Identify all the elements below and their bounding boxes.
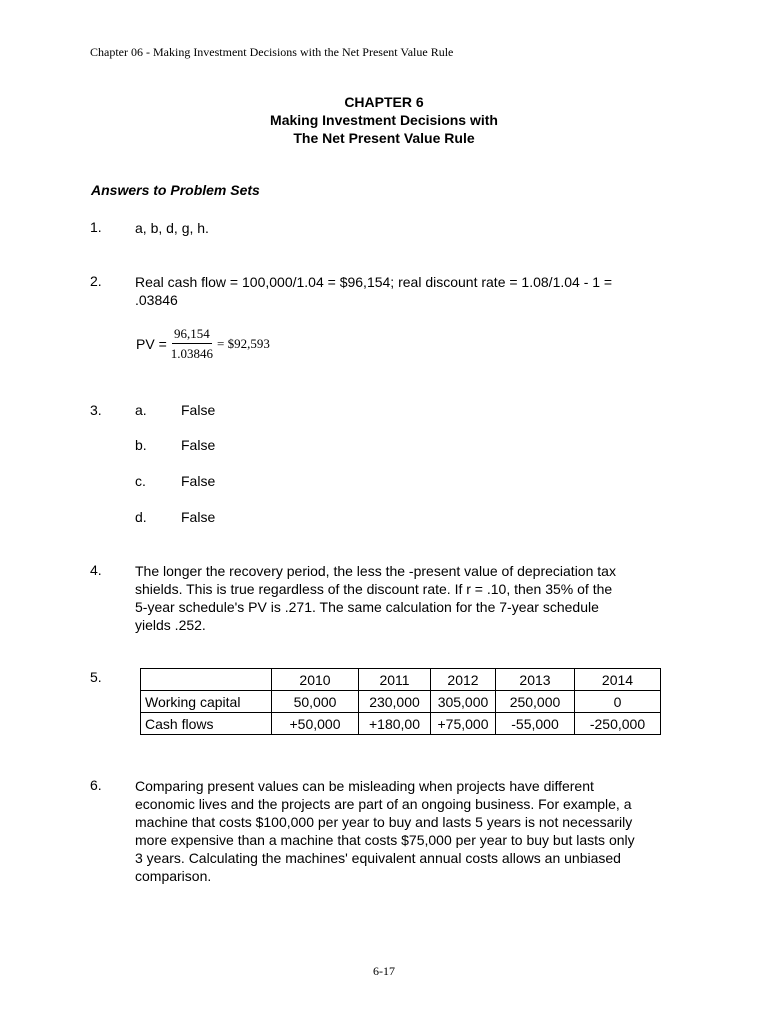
problem-6-line: economic lives and the projects are part of an ongoing business. For example, a [135, 796, 632, 812]
pv-label: PV = [136, 335, 167, 352]
problem-2-number: 2. [90, 273, 102, 289]
table-cell: -55,000 [496, 713, 575, 735]
table-cell: +75,000 [431, 713, 496, 735]
chapter-number: CHAPTER 6 [344, 94, 424, 110]
pv-numerator: 96,154 [172, 326, 212, 344]
pv-fraction [171, 326, 213, 361]
pv-formula [136, 326, 270, 361]
problem-4-line: The longer the recovery period, the less the -present value of depreciation tax [135, 563, 616, 579]
cash-flow-table [140, 668, 661, 735]
problem-3-letter: b. [135, 437, 147, 453]
table-cell: +180,00 [359, 713, 431, 735]
section-title: Answers to Problem Sets [91, 182, 260, 198]
problem-4-line: yields .252. [135, 617, 206, 633]
problem-1-answer: a, b, d, g, h. [135, 220, 209, 236]
problem-6-line: more expensive than a machine that costs $75,000 per year to buy but lasts only [135, 832, 635, 848]
table-cell: 305,000 [431, 691, 496, 713]
problem-6-line: machine that costs $100,000 per year to buy and lasts 5 years is not necessarily [135, 814, 633, 830]
row-label: Working capital [141, 691, 272, 713]
table-header-cell: 2012 [431, 669, 496, 691]
problem-6-number: 6. [90, 777, 102, 793]
table-cell [141, 669, 272, 691]
row-label: Cash flows [141, 713, 272, 735]
problem-6-line: 3 years. Calculating the machines' equivalent annual costs allows an unbiased [135, 850, 621, 866]
problem-3-letter: a. [135, 402, 147, 418]
problem-4-line: shields. This is true regardless of the discount rate. If r = .10, then 35% of the [135, 581, 613, 597]
problem-2-line2: .03846 [135, 292, 178, 308]
chapter-title-line1: Making Investment Decisions with [270, 112, 498, 128]
problem-2-line1: Real cash flow = 100,000/1.04 = $96,154; real discount rate = 1.08/1.04 - 1 = [135, 274, 613, 290]
table-header-row [141, 669, 661, 691]
pv-result: = $92,593 [217, 335, 270, 351]
problem-3-answer: False [181, 473, 216, 489]
table-row [141, 713, 661, 735]
problem-3-letter: d. [135, 509, 147, 525]
running-header: Chapter 06 - Making Investment Decisions with the Net Present Value Rule [90, 45, 454, 59]
problem-3-number: 3. [90, 402, 102, 418]
problem-5-number: 5. [90, 669, 102, 685]
problem-6-line: Comparing present values can be misleading when projects have different [135, 778, 594, 794]
table-cell: 50,000 [272, 691, 359, 713]
problem-3-answer: False [181, 509, 216, 525]
problem-6-line: comparison. [135, 868, 212, 884]
table-header-cell: 2011 [359, 669, 431, 691]
table-cell: 0 [575, 691, 661, 713]
problem-4-number: 4. [90, 562, 102, 578]
problem-3-answer: False [181, 437, 216, 453]
table-cell: 250,000 [496, 691, 575, 713]
chapter-title-line2: The Net Present Value Rule [293, 130, 475, 146]
problem-3-letter: c. [135, 473, 146, 489]
table-row [141, 691, 661, 713]
pv-denominator: 1.03846 [170, 346, 213, 361]
table-header-cell: 2014 [575, 669, 661, 691]
table-cell: +50,000 [272, 713, 359, 735]
table-cell: 230,000 [359, 691, 431, 713]
table-header-cell: 2013 [496, 669, 575, 691]
problem-1-number: 1. [90, 219, 102, 235]
problem-3-answer: False [181, 402, 216, 418]
table-header-cell: 2010 [272, 669, 359, 691]
page-number: 6-17 [373, 964, 395, 978]
problem-4-line: 5-year schedule's PV is .271. The same calculation for the 7-year schedule [135, 599, 599, 615]
table-cell: -250,000 [575, 713, 661, 735]
